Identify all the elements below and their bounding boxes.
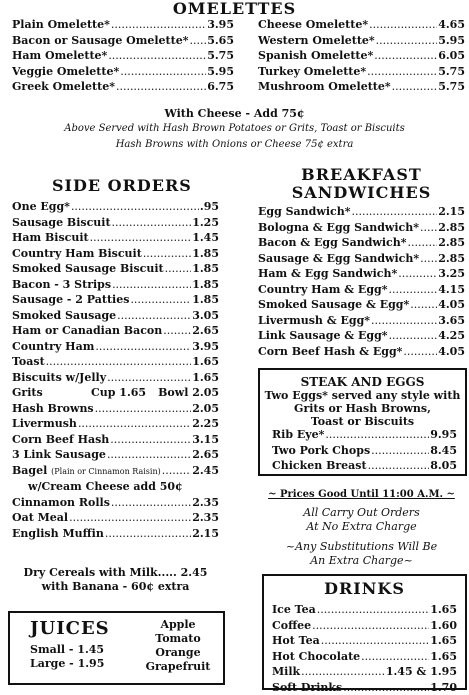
item-price: 2.45 (192, 463, 219, 479)
item-name: Bologna & Egg Sandwich* (258, 220, 419, 236)
menu-item (12, 17, 234, 33)
item-price: 1.85 (192, 277, 219, 293)
omelettes-left-list (12, 17, 234, 95)
menu-item (272, 633, 457, 649)
juice-large: Large - 1.95 (30, 657, 104, 671)
menu-item (12, 510, 219, 526)
item-name: Corn Beef Hash & Egg* (258, 344, 402, 360)
substitutions-line: ~Any Substitutions Will Be (258, 540, 465, 554)
served-note: Above Served with Hash Brown Potatoes or Grits, Toast or Biscuits (0, 122, 469, 135)
menu-item (272, 680, 457, 695)
item-name: Smoked Sausage Biscuit (12, 261, 164, 277)
substitutions-note (258, 540, 465, 568)
item-name: Toast (12, 354, 45, 370)
prices-good-note: ~ Prices Good Until 11:00 A.M. ~ (258, 488, 465, 501)
menu-item (258, 79, 465, 95)
item-price: 1.60 (430, 618, 457, 634)
item-name: Two Pork Chops (272, 443, 370, 459)
item-price: 4.15 (438, 282, 465, 298)
menu-item (258, 48, 465, 64)
side-orders-title: SIDE ORDERS (52, 176, 192, 196)
juice-flavor: Apple (138, 618, 218, 632)
item-price: 2.85 (438, 220, 465, 236)
hashbrown-note: Hash Browns with Onions or Cheese 75¢ extra (0, 138, 469, 151)
item-name: Mushroom Omelette* (258, 79, 391, 95)
drinks-box (262, 574, 467, 690)
menu-item (258, 33, 465, 49)
item-price: 1.45 & 1.95 (386, 664, 457, 680)
steak-eggs-box (258, 368, 467, 476)
cream-cheese-note (12, 479, 219, 495)
item-price: 6.05 (438, 48, 465, 64)
cheese-note: With Cheese - Add 75¢ (0, 107, 469, 121)
item-price: 1.70 (430, 680, 457, 695)
item-price: 2.65 (192, 447, 219, 463)
menu-item (12, 48, 234, 64)
item-price: 5.95 (207, 64, 234, 80)
item-name: Turkey Omelette* (258, 64, 366, 80)
menu-item (272, 664, 457, 680)
item-name: Sausage - 2 Patties (12, 292, 129, 308)
item-price: 4.65 (438, 17, 465, 33)
steak-desc-line: Grits or Hash Browns, (260, 402, 465, 415)
item-name: Country Ham Biscuit (12, 246, 142, 262)
item-price: 1.65 (430, 602, 457, 618)
item-name: Bacon or Sausage Omelette* (12, 33, 188, 49)
item-price: 4.05 (438, 344, 465, 360)
item-name: Country Ham (12, 339, 94, 355)
steak-eggs-title: STEAK AND EGGS (260, 375, 465, 389)
item-name: Hot Chocolate (272, 649, 360, 665)
menu-item (258, 328, 465, 344)
item-price: 1.65 (430, 649, 457, 665)
item-price: 5.75 (207, 48, 234, 64)
substitutions-line: An Extra Charge~ (258, 554, 465, 568)
item-price: 4.05 (438, 297, 465, 313)
menu-item (12, 416, 219, 432)
menu-item (12, 230, 219, 246)
menu-item (258, 266, 465, 282)
menu-item (272, 602, 457, 618)
juice-flavor: Tomato (138, 632, 218, 646)
menu-item (12, 246, 219, 262)
item-price: 1.65 (192, 370, 219, 386)
menu-item (12, 33, 234, 49)
sandwiches-list (258, 204, 465, 359)
item-price: 5.75 (438, 79, 465, 95)
cereal-extra-line: with Banana - 60¢ extra (12, 580, 219, 594)
menu-item (12, 308, 219, 324)
item-name: Coffee (272, 618, 311, 634)
menu-item (258, 64, 465, 80)
menu-item (258, 344, 465, 360)
item-name: Chicken Breast (272, 458, 367, 474)
item-price: 6.75 (207, 79, 234, 95)
juices-box (8, 611, 225, 685)
item-name: Ham Omelette* (12, 48, 107, 64)
menu-item (12, 277, 219, 293)
menu-item (12, 323, 219, 339)
item-name: Bacon & Egg Sandwich* (258, 235, 407, 251)
item-name: Grits (12, 385, 43, 401)
item-name: Milk (272, 664, 300, 680)
menu-item (258, 17, 465, 33)
sandwiches-title-line1: BREAKFAST (258, 166, 465, 184)
item-price: 3.25 (438, 266, 465, 282)
menu-item (12, 292, 219, 308)
item-name: Smoked Sausage (12, 308, 116, 324)
item-name: Cinnamon Rolls (12, 495, 110, 511)
item-price: 9.95 (430, 427, 457, 443)
item-price: 2.05 (192, 401, 219, 417)
menu-item-grits (12, 385, 219, 401)
menu-item (258, 297, 465, 313)
item-name: One Egg* (12, 199, 70, 215)
item-name: Oat Meal (12, 510, 68, 526)
omelettes-right-list (258, 17, 465, 95)
item-price: 5.75 (438, 64, 465, 80)
item-name: Plain Omelette* (12, 17, 110, 33)
menu-item-bagel (12, 463, 219, 480)
item-name: Veggie Omelette* (12, 64, 119, 80)
menu-item (12, 79, 234, 95)
menu-item (258, 235, 465, 251)
menu-item (12, 432, 219, 448)
item-price: 1.45 (192, 230, 219, 246)
item-price: Bowl 2.05 (158, 385, 219, 401)
item-price: 1.85 (192, 246, 219, 262)
item-name: Hot Tea (272, 633, 320, 649)
steak-desc-line: Two Eggs* served any style with (260, 389, 465, 402)
steak-eggs-description (260, 389, 465, 428)
item-price: 8.45 (430, 443, 457, 459)
cereal-note (12, 566, 219, 594)
menu-item (12, 526, 219, 542)
menu-item (258, 282, 465, 298)
menu-item (258, 251, 465, 267)
menu-item (12, 495, 219, 511)
juice-flavor: Grapefruit (138, 660, 218, 674)
item-name: Biscuits w/Jelly (12, 370, 106, 386)
item-price: .95 (200, 199, 219, 215)
drinks-title: DRINKS (264, 580, 465, 598)
item-price: 8.05 (430, 458, 457, 474)
item-price: 2.35 (192, 495, 219, 511)
item-price: 1.65 (192, 354, 219, 370)
menu-item (12, 401, 219, 417)
menu-item (272, 427, 457, 443)
item-name: Rib Eye* (272, 427, 324, 443)
item-name: Sausage Biscuit (12, 215, 111, 231)
juices-title: JUICES (30, 619, 110, 639)
sandwiches-title-line2: SANDWICHES (258, 184, 465, 202)
cream-cheese-text: w/Cream Cheese add 50¢ (28, 479, 183, 495)
item-name: Bacon - 3 Strips (12, 277, 111, 293)
sandwiches-title (258, 166, 465, 202)
item-price: 2.15 (438, 204, 465, 220)
item-price: 3.95 (192, 339, 219, 355)
menu-item (272, 649, 457, 665)
item-price: 2.15 (192, 526, 219, 542)
menu-item (12, 215, 219, 231)
item-name: Link Sausage & Egg* (258, 328, 388, 344)
juice-small: Small - 1.45 (30, 643, 104, 657)
menu-item (12, 199, 219, 215)
menu-item (12, 261, 219, 277)
drinks-list (272, 602, 457, 695)
item-name: Western Omelette* (258, 33, 375, 49)
menu-item (12, 447, 219, 463)
steak-desc-line: Toast or Biscuits (260, 415, 465, 428)
item-name: Smoked Sausage & Egg* (258, 297, 409, 313)
menu-item (12, 370, 219, 386)
item-price: 2.85 (438, 235, 465, 251)
item-price: 1.65 (430, 633, 457, 649)
menu-item (12, 339, 219, 355)
item-name: English Muffin (12, 526, 104, 542)
omelettes-title: OMELETTES (0, 0, 469, 18)
item-name: Sausage & Egg Sandwich* (258, 251, 419, 267)
steak-eggs-list (272, 427, 457, 474)
menu-item (272, 618, 457, 634)
item-price: 5.65 (207, 33, 234, 49)
item-price: 1.85 (192, 292, 219, 308)
item-name: Livermush (12, 416, 77, 432)
item-price: 2.35 (192, 510, 219, 526)
item-price: 4.25 (438, 328, 465, 344)
item-price: Cup 1.65 (91, 385, 146, 401)
item-price: 2.65 (192, 323, 219, 339)
menu-item (12, 354, 219, 370)
item-name: Country Ham & Egg* (258, 282, 387, 298)
item-name: Livermush & Egg* (258, 313, 370, 329)
menu-item (258, 313, 465, 329)
item-subtext: (Plain or Cinnamon Raisin) (51, 464, 161, 480)
item-price: 3.65 (438, 313, 465, 329)
carry-out-note (258, 506, 465, 534)
item-price: 2.25 (192, 416, 219, 432)
juice-flavor: Orange (138, 646, 218, 660)
menu-item (258, 220, 465, 236)
item-price: 5.95 (438, 33, 465, 49)
item-name: Hash Browns (12, 401, 94, 417)
menu-item (258, 204, 465, 220)
juice-flavors (138, 618, 218, 674)
item-name: Ham Biscuit (12, 230, 89, 246)
juice-sizes (30, 643, 104, 671)
item-name: Greek Omelette* (12, 79, 115, 95)
item-price: 1.85 (192, 261, 219, 277)
item-price: 1.25 (192, 215, 219, 231)
item-name: Bagel (12, 463, 47, 479)
item-name: Cheese Omelette* (258, 17, 368, 33)
item-name: Ice Tea (272, 602, 316, 618)
item-name: Ham & Egg Sandwich* (258, 266, 397, 282)
menu-item (12, 64, 234, 80)
item-name: Egg Sandwich* (258, 204, 350, 220)
side-orders-list (12, 199, 219, 541)
item-price: 3.05 (192, 308, 219, 324)
item-name: 3 Link Sausage (12, 447, 106, 463)
carry-out-line: At No Extra Charge (258, 520, 465, 534)
item-price: 3.15 (192, 432, 219, 448)
item-price: 2.85 (438, 251, 465, 267)
item-name: Ham or Canadian Bacon (12, 323, 162, 339)
cereal-line: Dry Cereals with Milk..... 2.45 (12, 566, 219, 580)
menu-item (272, 443, 457, 459)
item-name: Spanish Omelette* (258, 48, 373, 64)
item-name: Corn Beef Hash (12, 432, 109, 448)
carry-out-line: All Carry Out Orders (258, 506, 465, 520)
item-name: Soft Drinks (272, 680, 342, 695)
menu-item (272, 458, 457, 474)
item-price: 3.95 (207, 17, 234, 33)
